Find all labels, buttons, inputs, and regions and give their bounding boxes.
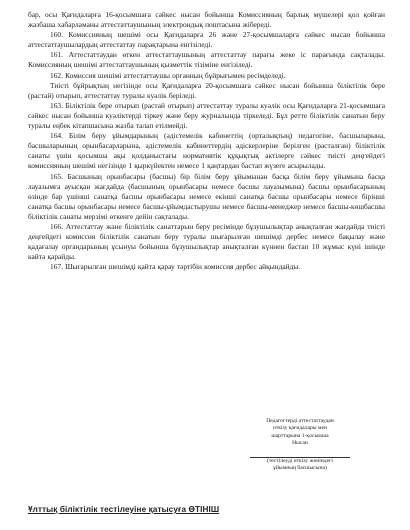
appendix-line: шарттарына 1-қосымша xyxy=(271,432,329,439)
appendix-line: Педагогтерді аттестаттаудан xyxy=(266,418,334,424)
recipient-caption: ұйымның басшысына) xyxy=(273,465,327,472)
paragraph: Тиісті бұйрықтың негізінде осы Қағидаларға 20-қосымшаға сәйкес нысан бойынша біліктілік бере (растай) отырып, аттестаттау туралы куәлік беріледі. xyxy=(28,80,385,100)
document-body xyxy=(28,10,385,272)
recipient-caption: (тестілеуді өткізу жөніндегі xyxy=(267,457,333,464)
paragraph: 161. Аттестаттаудан өткен аттестаттаушының аттестаттау парағы жеке іс парағында сақталады. Комиссияның шешімі аттестаттаушының қызметтік тізіміне енгізіледі. xyxy=(28,50,385,70)
spacer xyxy=(235,448,365,454)
paragraph: бар, осы Қағидаларға 16-қосымшаға сәйкес нысан бойынша Комиссияның барлық мүшелері қол қойған жазбаша хабарламаны аттестаттаушының электрондық поштасына жібереді. xyxy=(28,10,385,30)
appendix-line: Нысан xyxy=(292,440,308,447)
application-title: Ұлттық біліктілік тестілеуіне қатысуға ӨТІНІШ xyxy=(28,505,220,514)
paragraph: 164. Білім беру ұйымдарының (әдістемелік кабинеттің (орталықтың) педагогіне, басшыларына, басшыларының орынбасарларына, әдістемелік кабинеттердің әдіскерлеріне берілген (расталған) біліктілік санаты үшін қосымша ақы қолданыстағы нормативтік құқықтық актілерге сәйкес тиісті деңгейдегі комиссияның шешімі негізінде 1 қыркүйектен немесе 1 қаңтардан бастап жүзеге асырылады. xyxy=(28,131,385,171)
appendix-line: өткізу қағидалары мен xyxy=(273,425,327,432)
appendix-form-header xyxy=(235,418,365,472)
paragraph: 166. Аттестаттау және біліктілік санаттарын беру ресімінде бұзушылықтар анықталған жағдайда тиісті деңгейдегі комиссия біліктілік санатын беру туралы шығарылған шешімді дербес немесе бақылау және қадағалау органдарының ұсынуы бойынша бұзушылықтар анықталған күннен бастап 10 жұмыс күні ішінде кайта қарайды. xyxy=(28,221,385,262)
paragraph: 163. Біліктілік бере отырып (растай отырып) аттестаттау туралы куәлік осы Қағидаларға 21-қосымшаға сәйкес нысан бойынша куәліктерді тіркеу және беру журналында тіркеледі. Бұл ретте біліктілік санатын беру туралы еңбек кітапшасына жазба талап етілмейді. xyxy=(28,100,385,131)
paragraph: 167. Шығарылған шешімді қайта қарау тәртібін комиссия дербес айқындайды. xyxy=(50,262,301,272)
paragraph: 162. Комиссия шешімі аттестаттаушы органның бұйрығымен ресімделеді. xyxy=(50,70,286,80)
paragraph: 165. Басшының орынбасары (басшы) бір білім беру ұйымынан басқа білім беру ұйымына басқа лауазымға ауысқан жағдайда (басшының орынбасары немесе басшы лауазымына) басшы орынбасарының өзінде бар үшінші санатқа басшы орынбасары немесе екінші санатқа басшы орынбасары немесе бірінші санатқа басшы орынбасары немесе басшы-ұйымдастырушы немесе басшы-менеджер немесе басшы-көшбасшы біліктілік санаты мерзімі өткенге дейін сақталады. xyxy=(28,171,385,221)
paragraph: 160. Комиссияның шешімі осы Қағидаларға 26 және 27-қосымшаларға сәйкес нысан бойынша аттестаттаушылардың аттестаттау парақтарына енгізіледі. xyxy=(28,30,385,50)
